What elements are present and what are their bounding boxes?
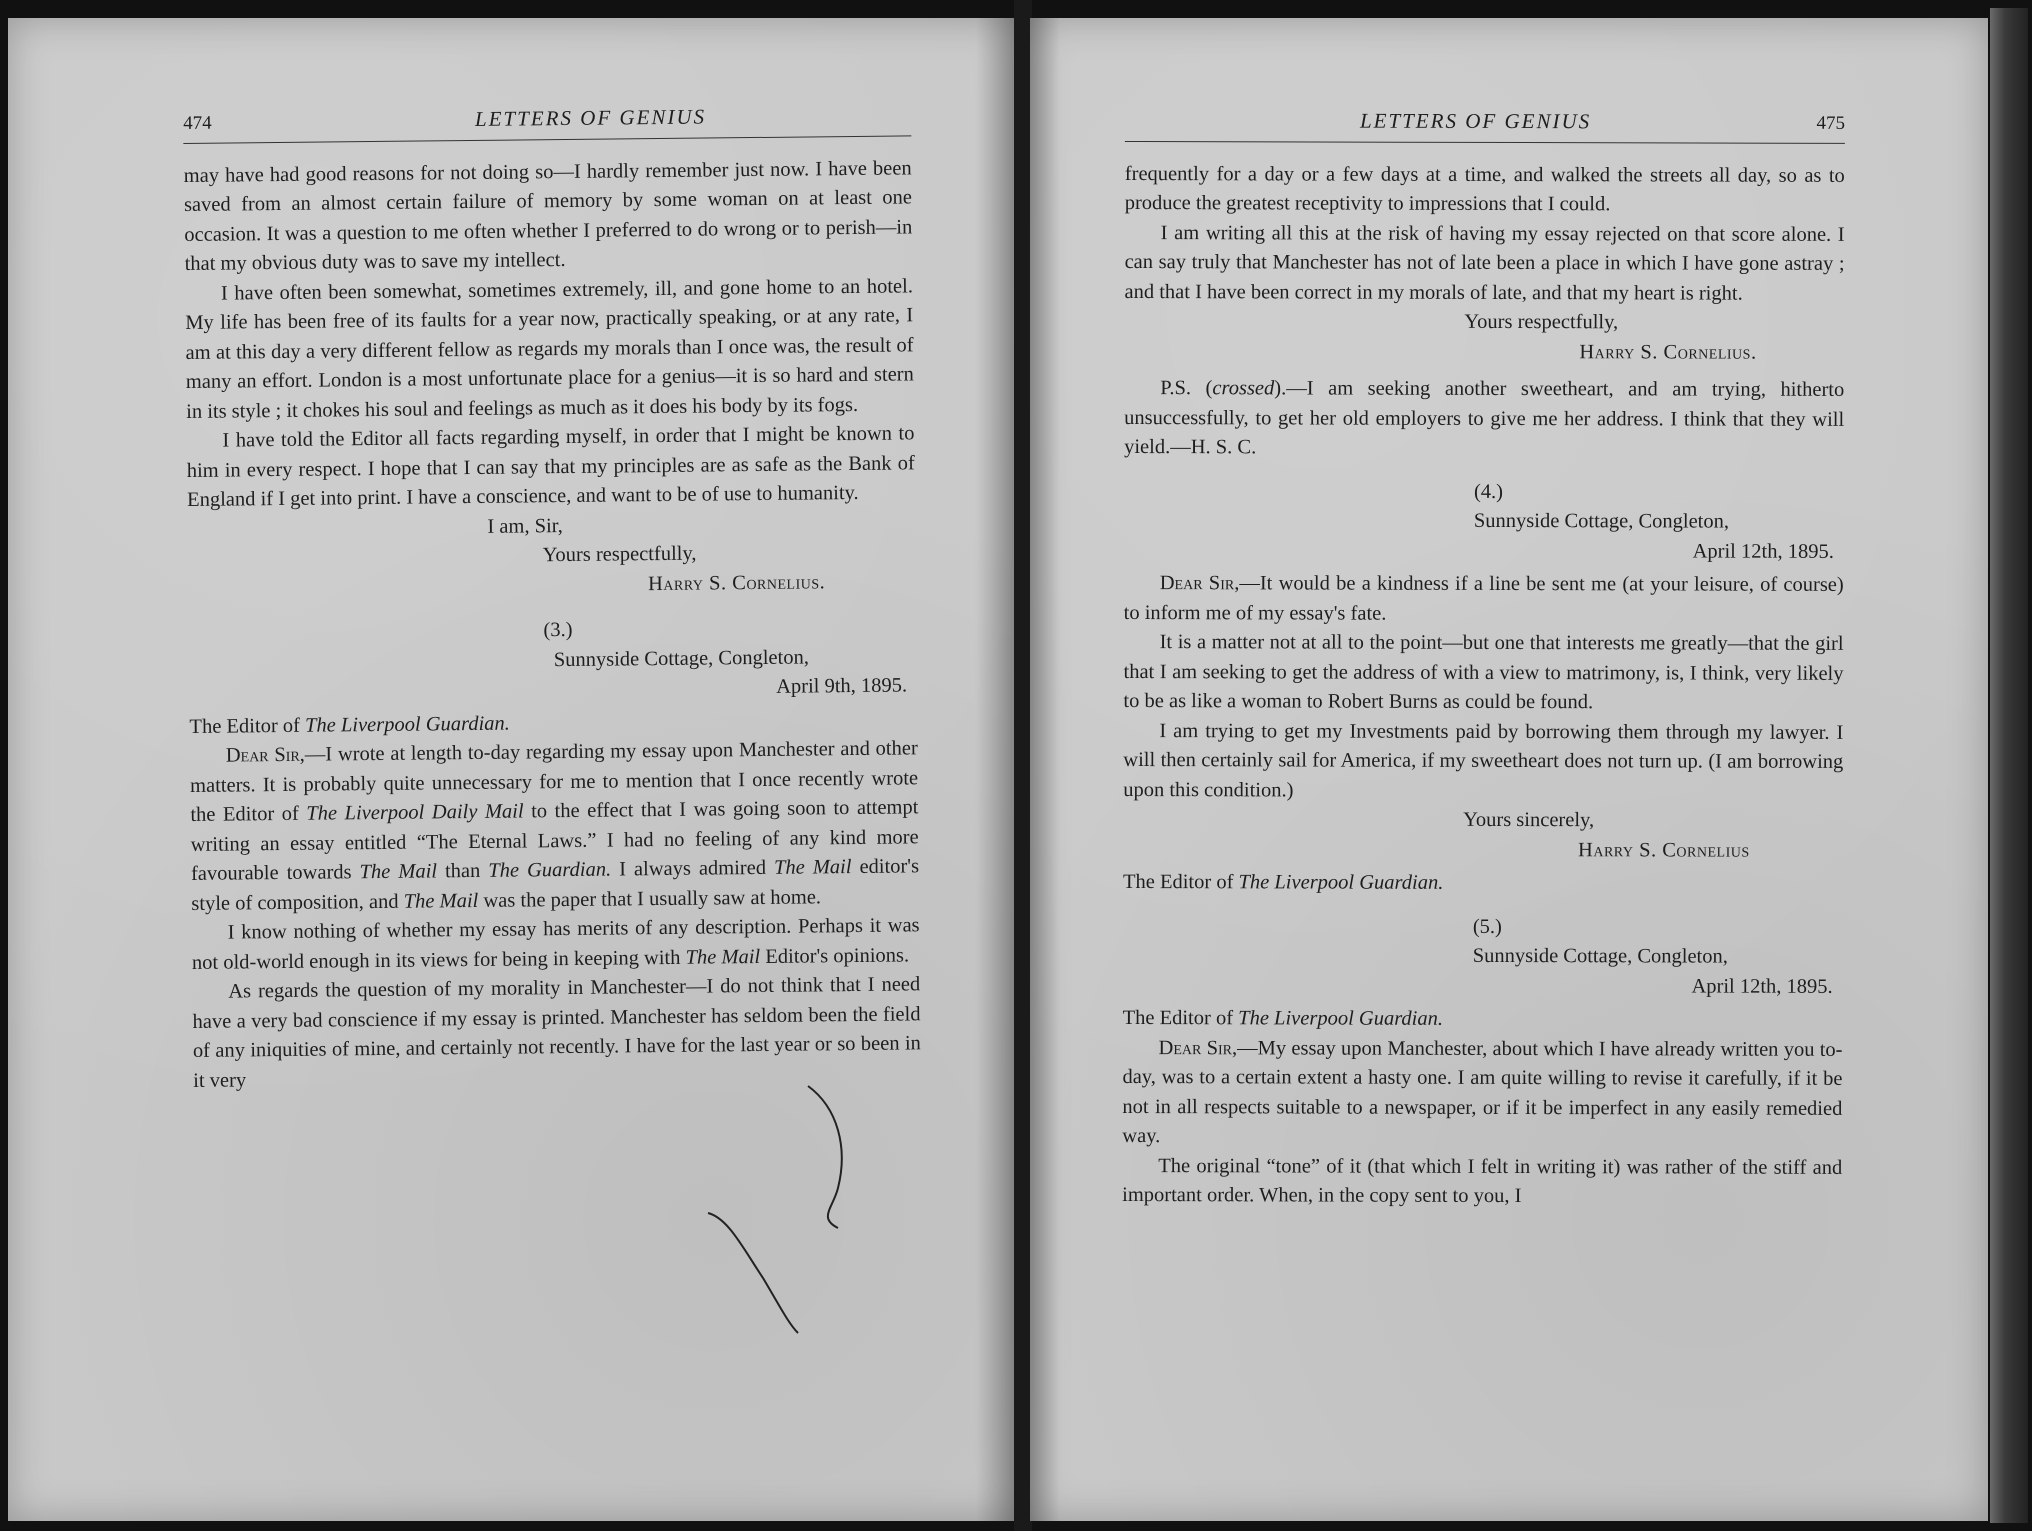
recipient-prefix: The Editor of	[1122, 870, 1239, 894]
letter-number: (3.)	[543, 618, 573, 642]
text-run: editor's style of composition, and	[191, 855, 920, 915]
newspaper-name: The Mail	[685, 945, 761, 969]
text-run: P.S. (	[1160, 377, 1213, 400]
letter-date: April 12th, 1895.	[1692, 539, 1834, 563]
newspaper-name: The Liverpool Guardian.	[304, 712, 510, 737]
text-run: Editor's opinions.	[760, 943, 910, 968]
letter-address: Sunnyside Cottage, Congleton,	[1472, 944, 1728, 968]
page-number: 475	[1816, 112, 1845, 134]
text-run: —It would be a kindness if a line be sent me (at your leisure, of course) to inform me of my essay's fate.	[1123, 572, 1844, 625]
paragraph: frequently for a day or a few days at a time, and walked the streets all day, so as to produce the greatest receptivity to impressions that I could.	[1124, 162, 1845, 216]
newspaper-name: The Liverpool Guardian.	[1238, 871, 1444, 894]
paragraph: The original “tone” of it (that which I felt in writing it) was rather of the stiff and important order. When, in the copy sent to you, I	[1122, 1154, 1843, 1208]
text-run: was the paper that I usually saw at home.	[478, 885, 822, 912]
paragraph: It is a matter not at all to the point—but one that interests me greatly—that the girl that I am seeking to get the address of with a view to matrimony, is, I think, very likely to be as like a woman to Robert Burns as could be found.	[1123, 631, 1844, 714]
signature: Harry S. Cornelius	[1578, 838, 1750, 862]
paragraph	[1124, 569, 1844, 630]
pen-annotation-mark	[688, 1078, 868, 1338]
left-page	[8, 18, 1016, 1521]
signature: Harry S. Cornelius.	[647, 570, 826, 595]
book-page-edge	[1990, 8, 2028, 1523]
paragraph	[1122, 1033, 1842, 1153]
paragraph: I am trying to get my Investments paid by borrowing them through my lawyer. I will then certainly sail for America, if my sweetheart does not turn up. (I am borrowing upon this condition.)	[1123, 719, 1844, 801]
page-number: 474	[183, 112, 212, 134]
text-run: I know nothing of whether my essay has merits of any description. Perhaps it was not old-world enough in its views for being in keeping with	[191, 914, 920, 974]
running-title: LETTERS OF GENIUS	[1359, 108, 1592, 134]
text-run: crossed	[1212, 377, 1275, 400]
right-page-text	[1122, 106, 1845, 1212]
running-title: LETTERS OF GENIUS	[474, 104, 707, 131]
paragraph: I have told the Editor all facts regarding myself, in order that I might be known to him in every respect. I hope that I can say that my principles are as safe as the Bank of England if I get into print. I have a conscience, and want to be of use to humanity.	[186, 422, 915, 511]
paragraph: I have often been somewhat, sometimes extremely, ill, and gone home to an hotel. My life has been free of its faults for a year now, practically speaking, or at any rate, I am at this day a very different fellow as regards my morals than I once was, the result of many an effort. London is a most unfortunate place for a genius—it is so hard and stern in its style ; it chokes his soul and feelings as much as it does his body by its fogs.	[185, 274, 914, 423]
paragraph: As regards the question of my morality in Manchester—I do not think that I need have a very bad conscience if my essay is printed. Manchester has seldom been the field of any iniquities of mine, and certainly not recently. I have for the last year or so been in it very	[192, 973, 921, 1092]
letter-address: Sunnyside Cottage, Congleton,	[553, 645, 810, 671]
salutation: Dear Sir,	[225, 743, 305, 767]
paragraph	[190, 734, 920, 919]
signature: Harry S. Cornelius.	[1579, 340, 1757, 364]
letter-date: April 9th, 1895.	[776, 674, 908, 698]
paragraph: may have had good reasons for not doing so—I hardly remember just now. I have been saved from an almost certain failure of memory by some woman on at least one occasion. It was a question to me often whether I preferred to do wrong or to perish—in that my obvious duty was to save my intellect.	[183, 156, 913, 275]
text-run: to the effect that I was going soon to attempt writing an essay entitled “The Eternal Laws.” I had no feeling of any kind more favourable towards	[190, 796, 919, 885]
text-run: I always admired	[611, 856, 775, 881]
salutation: Dear Sir,	[1159, 572, 1240, 595]
letter-address: Sunnyside Cottage, Congleton,	[1473, 509, 1730, 533]
postscript	[1124, 374, 1844, 464]
letter-recipient	[1123, 868, 1843, 899]
text-run: than	[436, 859, 489, 883]
newspaper-name: The Mail	[403, 889, 479, 913]
letter-number: (4.)	[1473, 480, 1504, 503]
letter-number: (5.)	[1472, 915, 1502, 938]
right-page	[1030, 18, 1988, 1521]
newspaper-name: The Mail	[359, 860, 438, 884]
recipient-prefix: The Editor of	[1122, 1006, 1239, 1030]
paragraph	[191, 911, 920, 978]
letter-recipient	[1123, 1004, 1843, 1035]
newspaper-name: The Guardian.	[488, 858, 612, 882]
paragraph: I am writing all this at the risk of having my essay rejected on that score alone. I can say truly that Manchester has not of late been a place in which I have gone astray ; and that I have been correct in my morals of late, and that my heart is right.	[1124, 221, 1845, 305]
recipient-prefix: The Editor of	[189, 714, 306, 738]
salutation: Dear Sir,	[1158, 1036, 1238, 1059]
newspaper-name: The Mail	[773, 856, 852, 879]
left-page-header	[183, 100, 911, 143]
closing-line: Yours respectfully,	[1464, 310, 1619, 334]
text-run: ).—I am seeking another sweetheart, and am trying, hitherto unsuccessfully, to get her old employers to give me her address. I think that they will yield.—H. S. C.	[1124, 377, 1845, 459]
closing-line: I am, Sir,	[487, 514, 563, 538]
letter-date: April 12th, 1895.	[1691, 974, 1833, 998]
closing-line: Yours respectfully,	[542, 542, 697, 567]
left-page-text	[183, 100, 921, 1096]
newspaper-name: The Liverpool Daily Mail	[306, 800, 524, 825]
right-page-header	[1125, 106, 1845, 143]
newspaper-name: The Liverpool Guardian.	[1238, 1007, 1444, 1030]
text-run: —My essay upon Manchester, about which I have already written you to-day, was to a certain extent a hasty one. I am quite willing to revise it carefully, if it be not in all respects suitable to a newspaper, or if it be imperfect in any easily remedied way.	[1122, 1036, 1843, 1148]
closing-line: Yours sincerely,	[1463, 808, 1595, 832]
text-run: —I wrote at length to-day regarding my essay upon Manchester and other matters. It is probably quite unnecessary for me to mention that I once recently wrote the Editor of	[189, 737, 919, 826]
